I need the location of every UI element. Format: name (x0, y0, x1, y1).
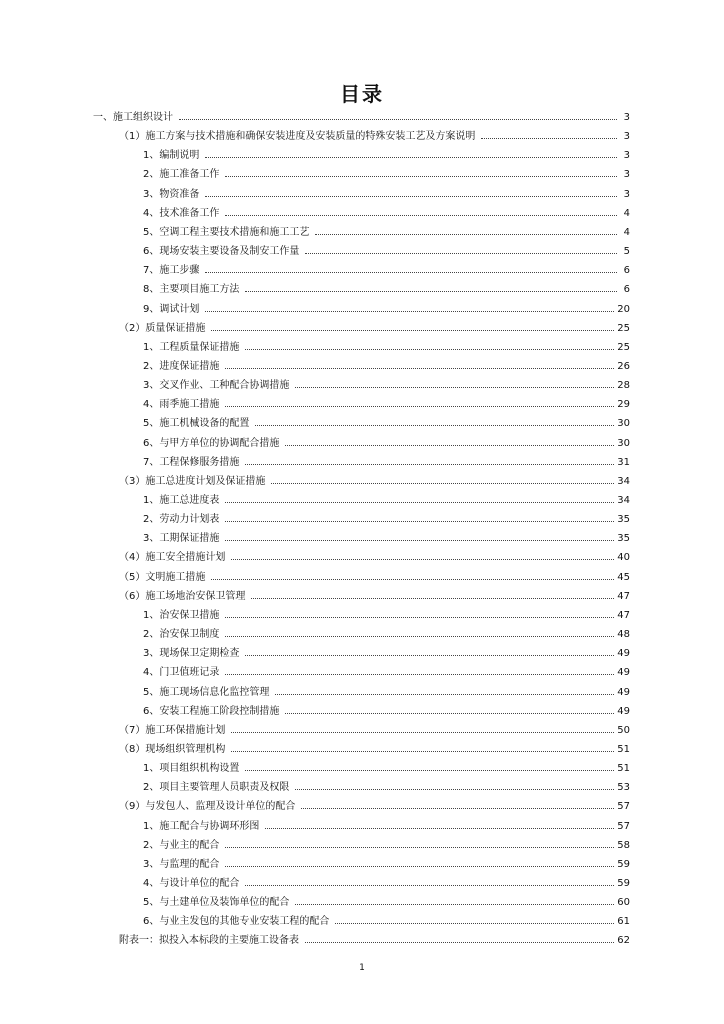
toc-entry[interactable] (119, 548, 630, 567)
toc-dot-leader (251, 598, 614, 599)
toc-entry-label: 附表一：拟投入本标段的主要施工设备表 (119, 935, 299, 947)
toc-entry-page: 49 (617, 686, 630, 698)
toc-entry-page: 3 (623, 188, 630, 200)
toc-entry-page: 28 (617, 380, 630, 392)
toc-dot-leader (285, 713, 614, 714)
toc-dot-leader (205, 196, 617, 197)
toc-entry-page: 53 (617, 782, 630, 794)
toc-entry[interactable] (143, 491, 630, 510)
toc-entry-page: 51 (617, 763, 630, 775)
toc-dot-leader (211, 579, 614, 580)
toc-dot-leader (301, 808, 614, 809)
toc-entry[interactable] (143, 242, 630, 261)
document-title: 目录 (340, 82, 384, 106)
toc-entry-page: 30 (617, 418, 630, 430)
toc-entry-page: 34 (617, 495, 630, 506)
toc-dot-leader (231, 751, 614, 752)
toc-entry[interactable] (143, 338, 630, 357)
toc-dot-leader (205, 311, 614, 312)
toc-entry[interactable] (143, 625, 630, 644)
toc-dot-leader (245, 349, 614, 350)
toc-dot-leader (205, 157, 617, 158)
toc-entry[interactable] (143, 855, 630, 874)
toc-entry-label: 1、项目组织机构设置 (143, 763, 240, 775)
toc-entry-page: 3 (623, 131, 630, 143)
toc-entry-label: 3、现场保卫定期检查 (143, 648, 240, 660)
toc-entry-page: 6 (623, 284, 630, 296)
toc-entry-label: 2、与业主的配合 (143, 839, 220, 851)
toc-dot-leader (285, 445, 614, 446)
toc-dot-leader (225, 847, 614, 848)
toc-dot-leader (231, 559, 614, 560)
toc-entry-label: 4、与设计单位的配合 (143, 878, 240, 889)
toc-entry[interactable] (143, 702, 630, 721)
toc-entry-page: 49 (617, 667, 630, 679)
toc-entry-label: 2、治安保卫制度 (143, 629, 220, 641)
toc-dot-leader (275, 694, 614, 695)
toc-entry-label: 4、门卫值班记录 (143, 667, 220, 679)
toc-entry[interactable] (119, 472, 630, 491)
toc-entry[interactable] (143, 223, 630, 242)
toc-entry-page: 26 (617, 360, 630, 372)
toc-entry-page: 40 (617, 552, 630, 564)
toc-entry-page: 60 (617, 897, 630, 909)
toc-entry-page: 6 (623, 265, 630, 277)
toc-entry[interactable] (143, 204, 630, 223)
toc-entry-page: 58 (617, 839, 630, 851)
toc-dot-leader (335, 923, 614, 924)
toc-dot-leader (245, 464, 614, 465)
toc-dot-leader (225, 674, 614, 675)
toc-entry-label: （8）现场组织管理机构 (119, 743, 226, 755)
toc-entry-page: 57 (617, 820, 630, 832)
toc-dot-leader (245, 770, 614, 771)
toc-entry-label: 5、与土建单位及装饰单位的配合 (143, 897, 290, 909)
toc-dot-leader (211, 330, 614, 331)
toc-entry-label: 6、现场安装主要设备及制安工作量 (143, 246, 300, 258)
toc-entry-label: 5、施工现场信息化监控管理 (143, 686, 270, 698)
toc-entry-page: 59 (617, 858, 630, 870)
toc-dot-leader (225, 215, 617, 216)
toc-entry[interactable] (143, 185, 630, 204)
toc-dot-leader (295, 387, 614, 388)
toc-entry[interactable] (143, 280, 630, 299)
toc-entry-label: 1、工程质量保证措施 (143, 341, 240, 353)
toc-entry-label: 1、治安保卫措施 (143, 609, 220, 621)
toc-dot-leader (295, 789, 614, 790)
toc-entry-label: （9）与发包人、监理及设计单位的配合 (119, 801, 296, 813)
toc-dot-leader (271, 483, 614, 484)
toc-entry-page: 20 (617, 303, 630, 315)
toc-entry-page: 49 (617, 648, 630, 660)
toc-entry[interactable] (143, 357, 630, 376)
toc-entry[interactable] (143, 146, 630, 165)
toc-entry[interactable] (119, 797, 630, 816)
toc-entry-label: 一、施工组织设计 (93, 112, 173, 123)
toc-dot-leader (225, 617, 614, 618)
toc-entry[interactable] (143, 261, 630, 280)
toc-dot-leader (179, 119, 617, 120)
toc-entry-page: 30 (617, 437, 630, 449)
toc-entry-page: 4 (623, 207, 630, 219)
toc-entry-page: 47 (617, 609, 630, 621)
toc-entry[interactable] (119, 568, 630, 587)
toc-entry-page: 3 (623, 169, 630, 181)
toc-dot-leader (225, 176, 617, 177)
toc-entry[interactable] (143, 893, 630, 912)
toc-dot-leader (255, 425, 614, 426)
toc-entry-label: 4、雨季施工措施 (143, 399, 220, 411)
toc-entry[interactable] (119, 587, 630, 606)
toc-entry-label: 6、与业主发包的其他专业安装工程的配合 (143, 916, 330, 928)
toc-entry-page: 3 (623, 150, 630, 162)
toc-entry-label: 9、调试计划 (143, 303, 200, 315)
toc-entry[interactable] (143, 836, 630, 855)
toc-dot-leader (225, 502, 614, 503)
toc-entry-page: 34 (617, 475, 630, 487)
toc-entry-label: （5）文明施工措施 (119, 571, 206, 583)
toc-entry[interactable] (93, 108, 630, 127)
toc-dot-leader (225, 406, 614, 407)
toc-entry-label: 3、物资准备 (143, 188, 200, 200)
toc-entry-page: 61 (617, 916, 630, 928)
toc-entry[interactable] (143, 912, 630, 931)
toc-dot-leader (225, 636, 614, 637)
toc-entry-label: 1、施工总进度表 (143, 495, 220, 506)
toc-entry[interactable] (119, 319, 630, 338)
toc-entry-page: 5 (623, 246, 630, 258)
toc-entry-label: 8、主要项目施工方法 (143, 284, 240, 296)
toc-entry[interactable] (143, 529, 630, 548)
toc-entry[interactable] (119, 931, 630, 950)
toc-entry[interactable] (143, 683, 630, 702)
toc-entry[interactable] (143, 395, 630, 414)
toc-entry[interactable] (143, 434, 630, 453)
toc-entry-label: （3）施工总进度计划及保证措施 (119, 475, 266, 487)
toc-entry[interactable] (143, 606, 630, 625)
toc-entry-label: 2、劳动力计划表 (143, 514, 220, 526)
toc-dot-leader (245, 655, 614, 656)
toc-entry-label: （4）施工安全措施计划 (119, 552, 226, 564)
toc-entry[interactable] (143, 376, 630, 395)
toc-entry[interactable] (143, 453, 630, 472)
toc-entry-label: 2、施工准备工作 (143, 169, 220, 181)
toc-dot-leader (225, 521, 614, 522)
toc-entry-page: 45 (617, 571, 630, 583)
toc-entry-page: 47 (617, 590, 630, 602)
toc-dot-leader (231, 732, 614, 733)
toc-entry[interactable] (119, 127, 630, 146)
toc-entry[interactable] (143, 817, 630, 836)
toc-entry[interactable] (143, 874, 630, 893)
toc-entry-label: 4、技术准备工作 (143, 207, 220, 219)
page-number: 1 (359, 963, 365, 973)
toc-entry-page: 57 (617, 801, 630, 813)
toc-entry-page: 3 (623, 112, 630, 123)
toc-entry[interactable] (143, 165, 630, 184)
toc-dot-leader (225, 540, 614, 541)
toc-entry-page: 35 (617, 533, 630, 545)
toc-entry-label: 7、工程保修服务措施 (143, 456, 240, 468)
toc-entry-label: （1）施工方案与技术措施和确保安装进度及安装质量的特殊安装工艺及方案说明 (119, 131, 476, 143)
toc-entry-page: 62 (617, 935, 630, 947)
toc-entry-page: 51 (617, 743, 630, 755)
toc-dot-leader (205, 272, 617, 273)
toc-dot-leader (245, 291, 617, 292)
toc-entry-label: 5、空调工程主要技术措施和施工工艺 (143, 226, 310, 238)
toc-entry[interactable] (143, 759, 630, 778)
toc-entry[interactable] (143, 644, 630, 663)
toc-dot-leader (295, 904, 614, 905)
toc-dot-leader (245, 885, 614, 886)
toc-entry-label: 1、施工配合与协调环形图 (143, 820, 260, 832)
toc-entry-page: 35 (617, 514, 630, 526)
toc-entry[interactable] (119, 721, 630, 740)
toc-entry-page: 49 (617, 705, 630, 717)
toc-entry[interactable] (119, 740, 630, 759)
toc-entry-label: （2）质量保证措施 (119, 322, 206, 334)
toc-entry-label: 6、与甲方单位的协调配合措施 (143, 437, 280, 449)
toc-entry-label: （7）施工环保措施计划 (119, 724, 226, 736)
toc-dot-leader (305, 253, 617, 254)
toc-entry-page: 4 (623, 226, 630, 238)
toc-dot-leader (305, 942, 614, 943)
toc-entry-label: 3、交叉作业、工种配合协调措施 (143, 380, 290, 392)
toc-entry-label: 3、与监理的配合 (143, 858, 220, 870)
toc-entry[interactable] (143, 414, 630, 433)
toc-entry-label: 3、工期保证措施 (143, 533, 220, 545)
toc-dot-leader (481, 138, 617, 139)
toc-entry[interactable] (143, 300, 630, 319)
toc-entry-label: 5、施工机械设备的配置 (143, 418, 250, 430)
toc-entry-label: 2、项目主要管理人员职责及权限 (143, 782, 290, 794)
toc-entry-page: 25 (617, 322, 630, 334)
toc-entry-page: 59 (617, 878, 630, 889)
toc-entry-label: 1、编制说明 (143, 150, 200, 162)
toc-entry[interactable] (143, 778, 630, 797)
toc-dot-leader (225, 866, 614, 867)
toc-entry-label: 2、进度保证措施 (143, 360, 220, 372)
toc-entry-page: 50 (617, 724, 630, 736)
toc-dot-leader (315, 234, 617, 235)
toc-entry-page: 48 (617, 629, 630, 641)
toc-entry[interactable] (143, 663, 630, 682)
toc-entry-page: 29 (617, 399, 630, 411)
toc-entry[interactable] (143, 510, 630, 529)
toc-entry-page: 25 (617, 341, 630, 353)
toc-dot-leader (225, 368, 614, 369)
toc-entry-label: （6）施工场地治安保卫管理 (119, 590, 246, 602)
toc-entry-label: 7、施工步骤 (143, 265, 200, 277)
toc-dot-leader (265, 828, 614, 829)
toc-entry-page: 31 (617, 456, 630, 468)
toc-entry-label: 6、安装工程施工阶段控制措施 (143, 705, 280, 717)
